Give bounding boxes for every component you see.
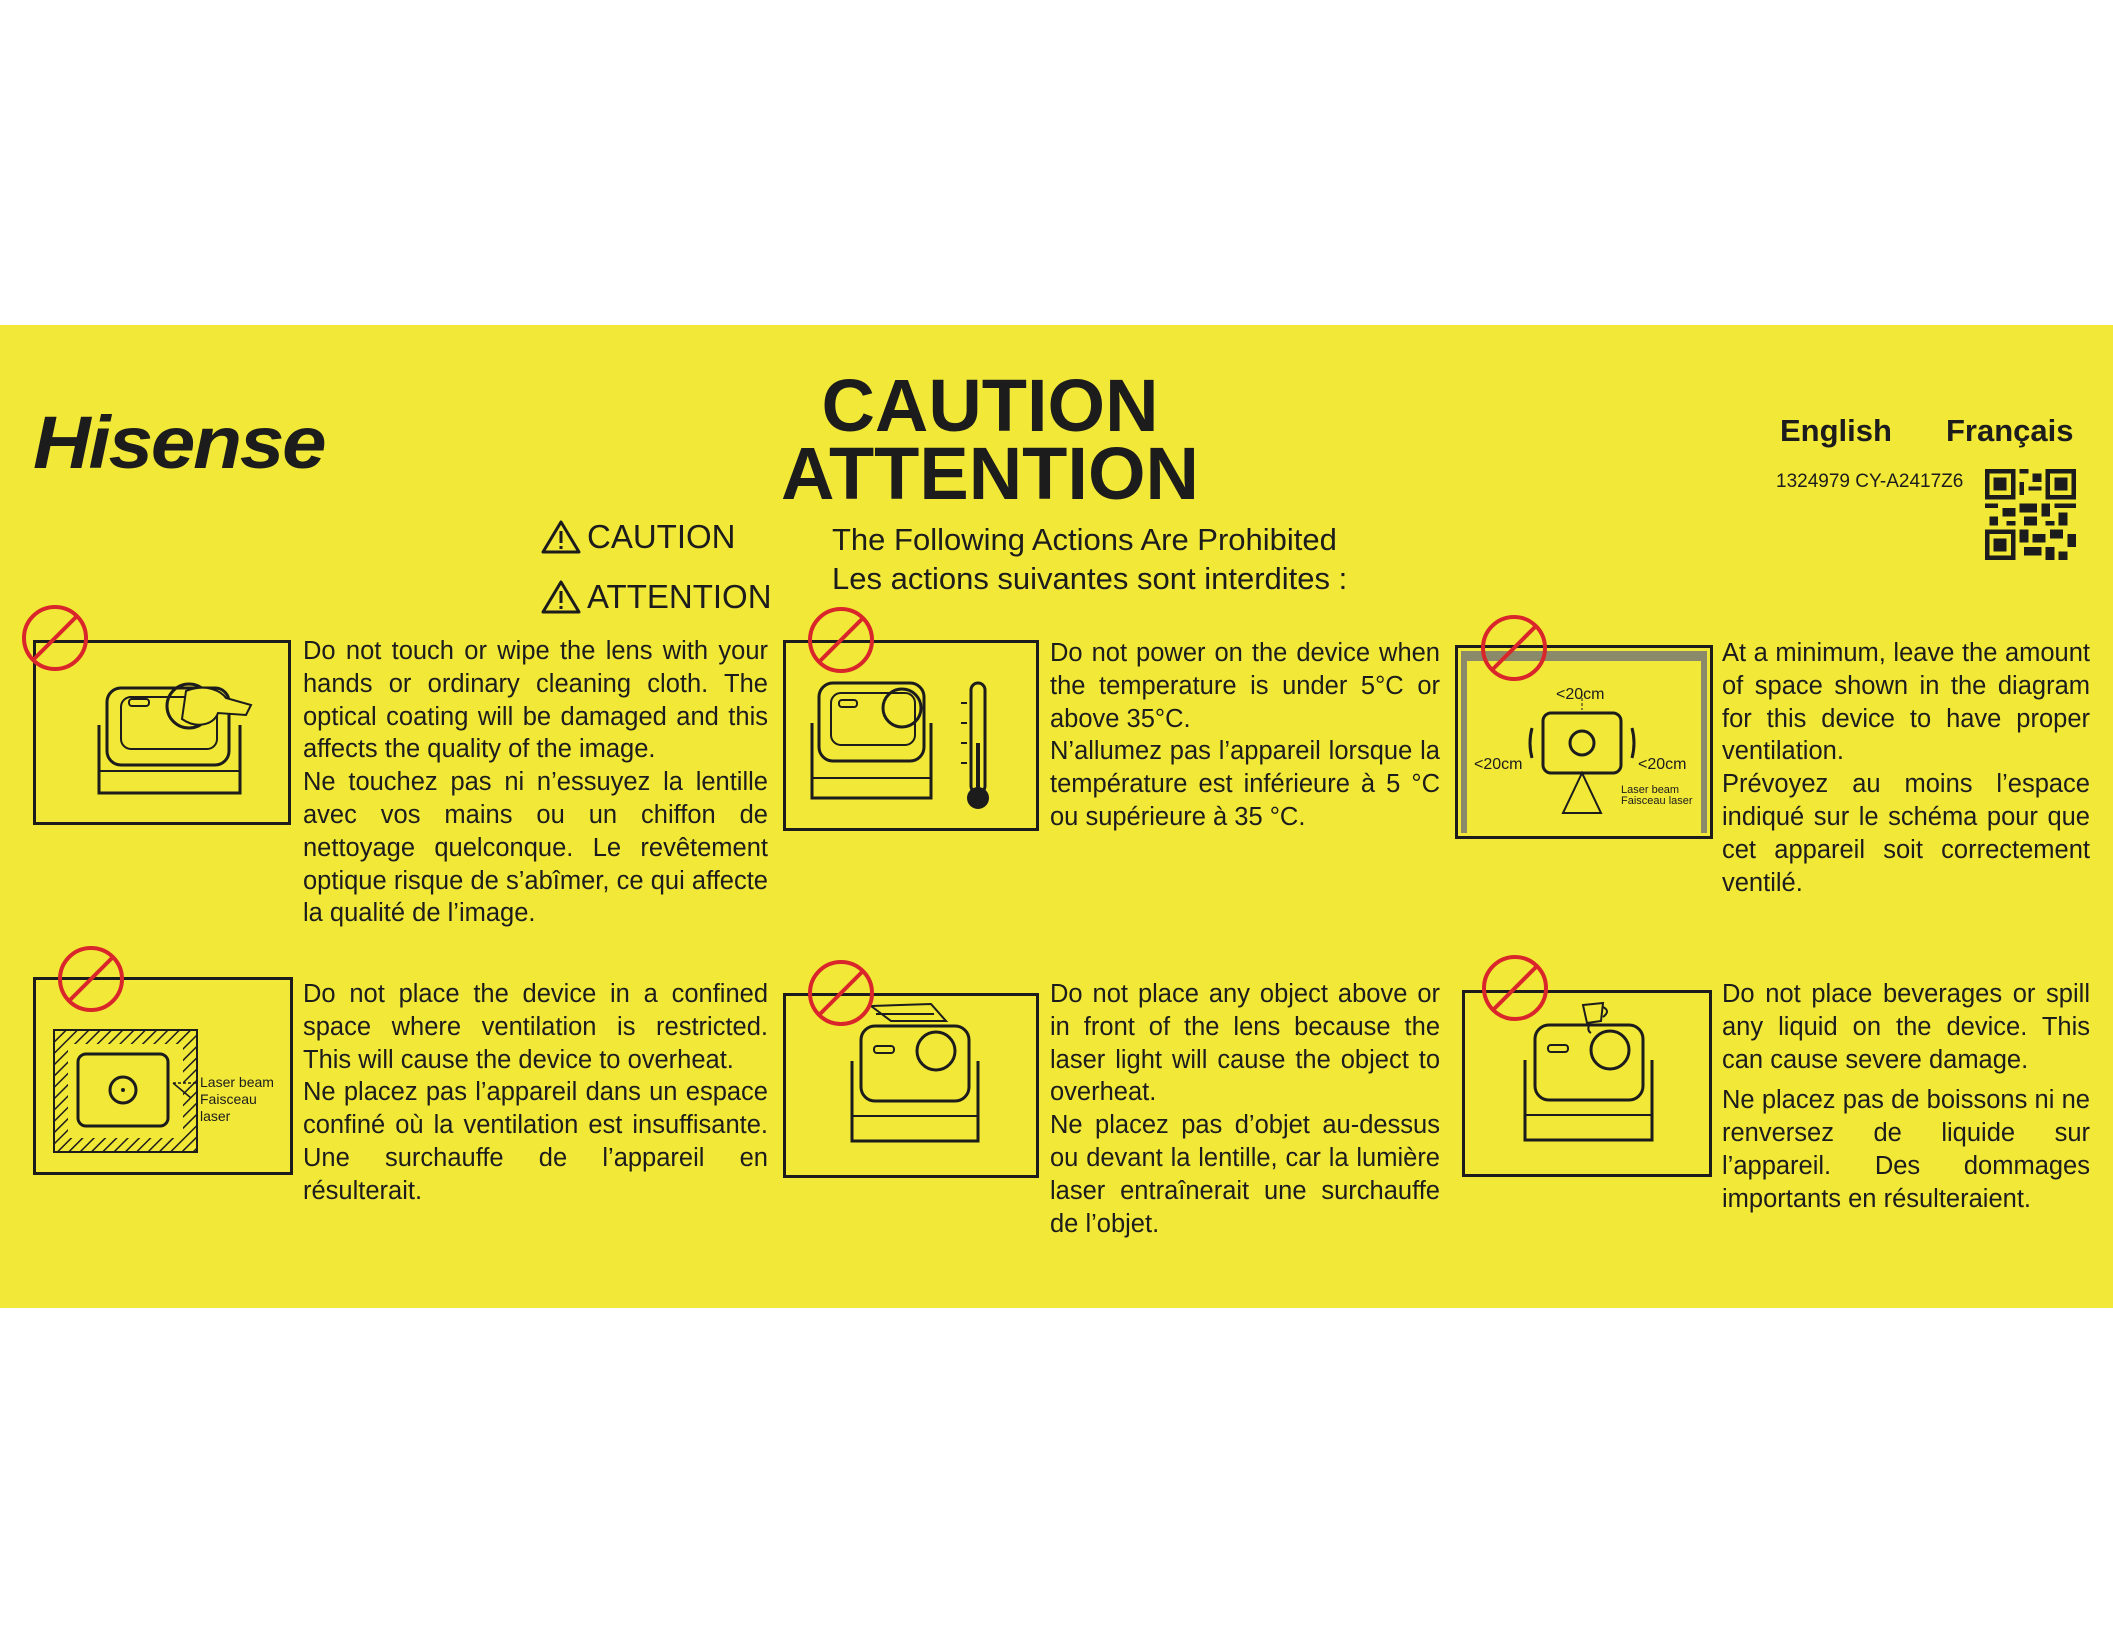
- warning-object-text: [1050, 978, 1440, 1240]
- warning-lens-en: Do not touch or wipe the lens with your hands or ordinary cleaning cloth. The optical coating will be damaged and this affects the quality of the image.: [303, 637, 768, 764]
- title-caution: CAUTION: [821, 364, 1159, 447]
- warning-clearance-text: [1722, 637, 2090, 899]
- warning-triangle-icon: [541, 519, 581, 555]
- prohibited-icon: [806, 605, 876, 675]
- language-french: Français: [1946, 413, 2074, 448]
- warning-lens-text: [303, 635, 768, 930]
- attention-badge: [541, 578, 772, 616]
- caution-badge-label: CAUTION: [587, 518, 736, 555]
- language-english: English: [1780, 413, 1892, 448]
- warning-object-en: Do not place any object above or in front of the lens because the laser light will cause the object to overheat.: [1050, 980, 1440, 1107]
- main-title: [760, 364, 1220, 515]
- prohibited-icon: [1480, 953, 1550, 1023]
- warning-liquid-fr: Ne placez pas de boissons ni ne renversez de liquide sur l’appareil. Des dommages importants en résulteraient.: [1722, 1086, 2090, 1213]
- warning-temperature-text: [1050, 637, 1440, 834]
- clearance-left-label: <20cm: [1474, 756, 1523, 773]
- clearance-right-label: <20cm: [1638, 756, 1687, 773]
- prohibited-icon: [56, 944, 126, 1014]
- laser-beam-label: Laser beam Faisceau laser: [200, 1074, 274, 1124]
- brand-logo: Hisense: [33, 401, 325, 484]
- laser-beam-label: Laser beam Faisceau laser: [1621, 784, 1693, 807]
- qr-code-icon: [1985, 469, 2076, 560]
- prohibited-icon: [1479, 613, 1549, 683]
- product-code: 1324979 CY-A2417Z6: [1776, 471, 1964, 492]
- clearance-top-label: <20cm: [1556, 686, 1605, 703]
- warning-liquid-text: [1722, 978, 2090, 1216]
- prohibited-icon: [806, 958, 876, 1028]
- warning-clearance-en: At a minimum, leave the amount of space shown in the diagram for this device to have proper ventilation.: [1722, 639, 2090, 766]
- warning-temperature-fr: N’allumez pas l’appareil lorsque la température est inférieure à 5 °C ou supérieure à 35 °C.: [1050, 737, 1440, 831]
- warning-clearance-fr: Prévoyez au moins l’espace indiqué sur le schéma pour que cet appareil soit correctement ventilé.: [1722, 770, 2090, 897]
- prohibited-icon: [20, 603, 90, 673]
- warning-temperature-en: Do not power on the device when the temperature is under 5°C or above 35°C.: [1050, 639, 1440, 733]
- warning-object-fr: Ne placez pas d’objet au-dessus ou devant la lentille, car la lumière laser entraînerait une surchauffe de l’objet.: [1050, 1111, 1440, 1238]
- subtitle-french: Les actions suivantes sont interdites :: [832, 561, 1348, 596]
- title-attention: ATTENTION: [781, 432, 1199, 515]
- warning-triangle-icon: [541, 579, 581, 615]
- warning-lens-fr: Ne touchez pas ni n’essuyez la lentille avec vos mains ou un chiffon de nettoyage quelconque. Le revêtement optique risque de s’abîmer, ce qui affecte la qualité de l’image.: [303, 768, 768, 928]
- warning-confined-text: [303, 978, 768, 1208]
- caution-badge: [541, 518, 736, 556]
- warning-liquid-en: Do not place beverages or spill any liquid on the device. This can cause severe damage.: [1722, 980, 2090, 1074]
- warning-confined-en: Do not place the device in a confined space where ventilation is restricted. This will cause the device to overheat.: [303, 980, 768, 1074]
- subtitle-english: The Following Actions Are Prohibited: [832, 522, 1337, 557]
- attention-badge-label: ATTENTION: [587, 578, 772, 615]
- warning-confined-fr: Ne placez pas l’appareil dans un espace confiné où la ventilation est insuffisante. Une surchauffe de l’appareil en résulterait.: [303, 1078, 768, 1205]
